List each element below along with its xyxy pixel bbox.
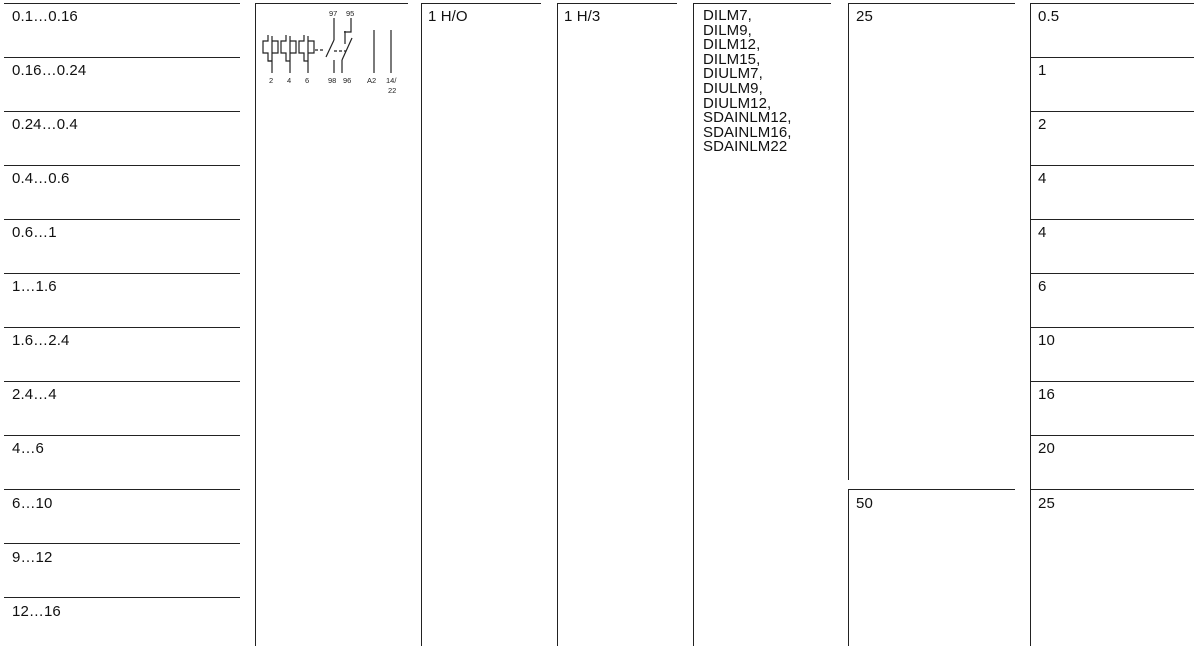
current-range-cell: 12…16 [12,603,61,620]
terminal-98-label: 98 [328,76,337,85]
row-divider [1030,111,1194,112]
header-rule [848,3,1015,4]
row-divider [1030,3,1194,4]
fuse-value-cell: 4 [1038,170,1047,187]
row-divider [1030,219,1194,220]
current-range-cell: 0.24…0.4 [12,116,78,133]
column-divider [848,3,849,480]
terminal-6-label: 6 [305,76,310,85]
fuse-value-cell: 4 [1038,224,1047,241]
group-value-cell: 50 [856,495,873,512]
group-value-cell: 25 [856,8,873,25]
contacts-h3-cell: 1 H/3 [564,8,601,25]
row-divider [4,435,240,436]
terminal-14-label: 14/ [386,76,397,85]
row-divider [1030,435,1194,436]
column-divider [255,3,256,646]
row-divider [4,489,240,490]
column-divider [421,3,422,646]
terminal-4-label: 4 [287,76,292,85]
current-range-cell: 9…12 [12,549,53,566]
header-rule [421,3,541,4]
row-divider [4,327,240,328]
current-range-cell: 0.16…0.24 [12,62,87,79]
header-rule [693,3,831,4]
fuse-value-cell: 6 [1038,278,1047,295]
contacts-ho-cell: 1 H/O [428,8,468,25]
current-range-cell: 2.4…4 [12,386,57,403]
terminal-97-label: 97 [329,9,338,18]
row-divider [1030,489,1194,490]
header-rule [557,3,677,4]
column-divider [693,3,694,646]
row-divider [4,3,240,4]
terminal-95-label: 95 [346,9,355,18]
current-range-cell: 0.4…0.6 [12,170,70,187]
terminal-96-label: 96 [343,76,352,85]
current-range-cell: 1…1.6 [12,278,57,295]
row-divider [4,543,240,544]
circuit-diagram [258,8,418,148]
row-divider [1030,57,1194,58]
column-divider [557,3,558,646]
row-divider [1030,381,1194,382]
row-divider [1030,273,1194,274]
row-divider [4,273,240,274]
row-divider [1030,165,1194,166]
current-range-cell: 0.1…0.16 [12,8,78,25]
row-divider [4,111,240,112]
terminal-22-label: 22 [388,86,397,95]
column-divider [848,489,849,646]
fuse-value-cell: 2 [1038,116,1047,133]
row-divider [4,381,240,382]
terminal-2-label: 2 [269,76,274,85]
current-range-cell: 1.6…2.4 [12,332,70,349]
column-divider [1030,3,1031,646]
current-range-cell: 6…10 [12,495,53,512]
row-divider [848,489,1015,490]
fuse-value-cell: 10 [1038,332,1055,349]
fuse-value-cell: 20 [1038,440,1055,457]
row-divider [4,219,240,220]
row-divider [1030,327,1194,328]
current-range-cell: 4…6 [12,440,44,457]
fuse-value-cell: 16 [1038,386,1055,403]
fuse-value-cell: 0.5 [1038,8,1060,25]
fuse-value-cell: 25 [1038,495,1055,512]
current-range-cell: 0.6…1 [12,224,57,241]
fuse-value-cell: 1 [1038,62,1047,79]
header-rule [255,3,408,4]
contactor-list-cell: DILM7, DILM9, DILM12, DILM15, DIULM7, DIULM9, DIULM12, SDAINLM12, SDAINLM16, SDAINLM22 [703,7,792,156]
terminal-a2-label: A2 [367,76,377,85]
row-divider [4,57,240,58]
row-divider [4,165,240,166]
row-divider [4,597,240,598]
